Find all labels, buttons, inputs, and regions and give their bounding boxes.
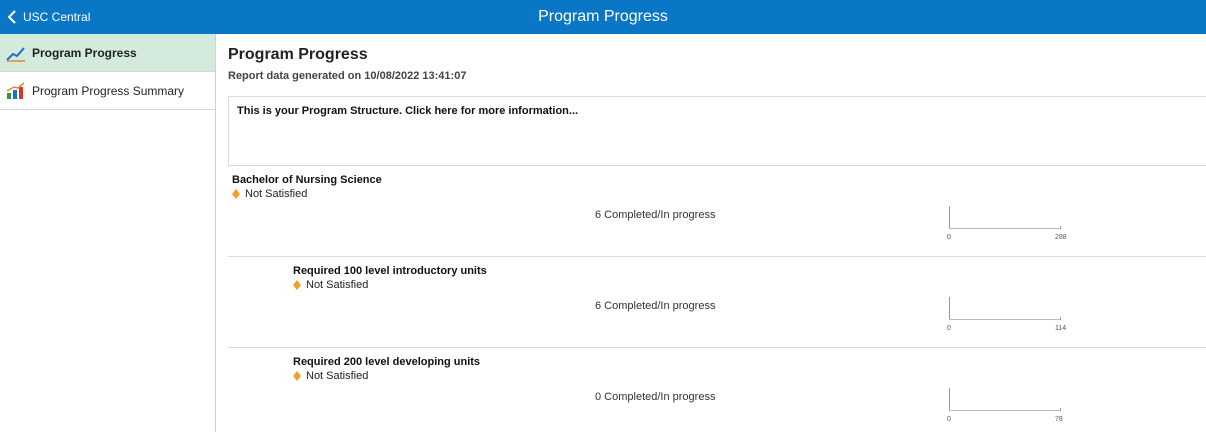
chart-max-label: 78	[1055, 416, 1063, 423]
warning-diamond-icon	[293, 371, 301, 381]
chart-x-axis	[949, 228, 1061, 229]
status-text: Not Satisfied	[306, 279, 369, 291]
chart-end-tick	[1060, 317, 1061, 320]
completed-count: 0 Completed/In progress	[595, 391, 716, 403]
completed-count: 6 Completed/In progress	[595, 209, 716, 221]
progress-mini-chart	[947, 206, 1087, 246]
requirement-row	[228, 348, 1206, 432]
requirement-name: Required 100 level introductory units	[293, 265, 487, 277]
line-chart-icon	[6, 44, 26, 62]
requirement-status	[293, 370, 368, 382]
back-button[interactable]	[6, 0, 90, 34]
completed-count: 6 Completed/In progress	[595, 300, 716, 312]
progress-mini-chart	[947, 388, 1087, 428]
warning-diamond-icon	[293, 280, 301, 290]
bar-chart-icon	[6, 82, 26, 100]
chart-end-tick	[1060, 226, 1061, 229]
chart-y-axis	[949, 388, 950, 410]
requirement-status	[232, 188, 307, 200]
page-header-title: Program Progress	[538, 8, 668, 25]
chart-min-label: 0	[947, 234, 951, 241]
chart-max-label: 288	[1055, 234, 1067, 241]
chart-x-axis	[949, 319, 1061, 320]
chart-min-label: 0	[947, 325, 951, 332]
back-button-label: USC Central	[23, 10, 91, 24]
requirement-row	[228, 166, 1206, 257]
sidebar	[0, 34, 216, 432]
requirement-name: Required 200 level developing units	[293, 356, 481, 368]
main-content	[217, 34, 1206, 432]
chart-max-label: 114	[1055, 325, 1067, 332]
report-date: Report data generated on 10/08/2022 13:41:07	[228, 70, 467, 82]
chart-y-axis	[949, 297, 950, 319]
status-text: Not Satisfied	[306, 370, 369, 382]
page-title: Program Progress	[228, 46, 368, 63]
requirement-row	[228, 257, 1206, 348]
chart-min-label: 0	[947, 416, 951, 423]
chart-x-axis	[949, 410, 1061, 411]
sidebar-item-program-progress[interactable]	[0, 34, 215, 72]
progress-mini-chart	[947, 297, 1087, 337]
top-header-bar	[0, 0, 1206, 34]
program-structure-link[interactable]: This is your Program Structure. Click here for more information...	[237, 105, 579, 117]
sidebar-item-program-progress-summary[interactable]	[0, 72, 215, 110]
status-text: Not Satisfied	[245, 188, 308, 200]
chart-y-axis	[949, 206, 950, 228]
program-structure-box	[228, 96, 1206, 166]
sidebar-item-label: Program Progress Summary	[32, 83, 185, 98]
chevron-left-icon	[6, 10, 18, 24]
requirement-status	[293, 279, 368, 291]
requirement-name: Bachelor of Nursing Science	[232, 174, 382, 186]
sidebar-item-label: Program Progress	[32, 45, 137, 60]
warning-diamond-icon	[232, 189, 240, 199]
chart-end-tick	[1060, 408, 1061, 411]
